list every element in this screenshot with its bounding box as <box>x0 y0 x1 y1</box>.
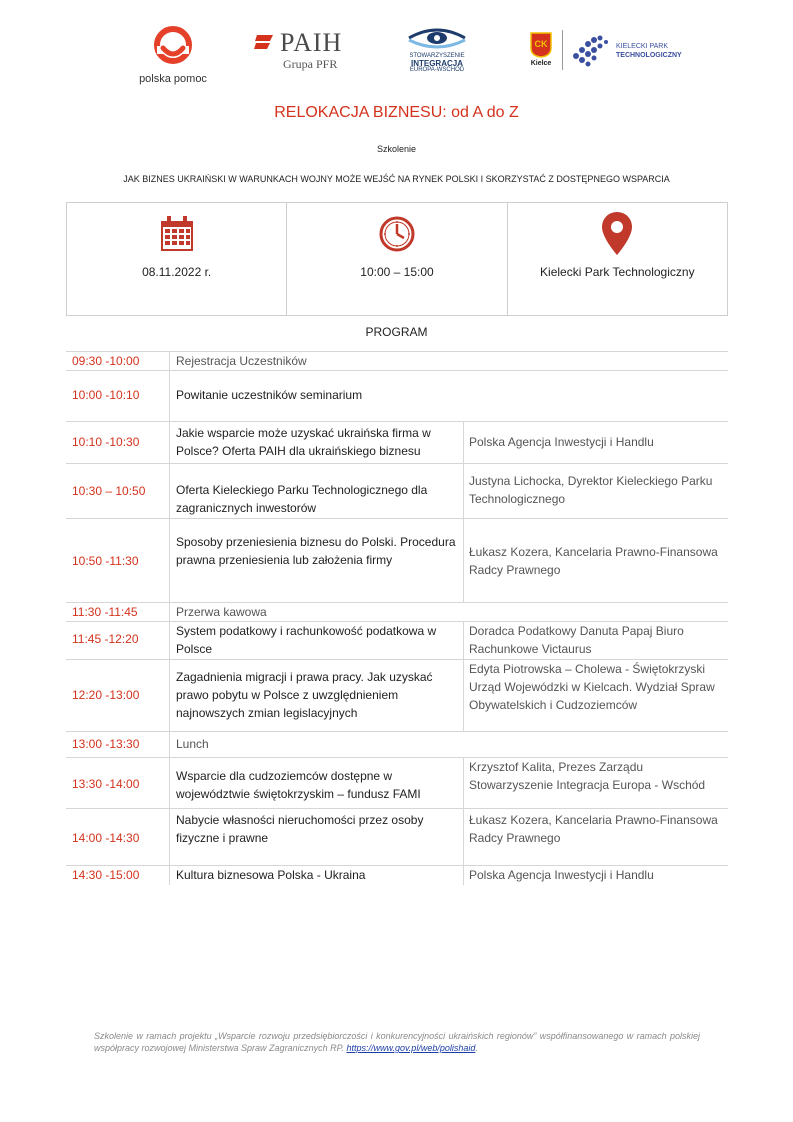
row-speaker: Polska Agencja Inwestycji i Handlu <box>469 868 654 882</box>
program-row <box>66 731 728 757</box>
row-time: 13:30 -14:00 <box>72 777 140 791</box>
paih-sub: Grupa PFR <box>283 57 338 71</box>
row-speaker: Łukasz Kozera, Kancelaria Prawno-Finansowa Radcy Prawnego <box>469 545 718 577</box>
column-divider <box>463 660 464 731</box>
column-divider <box>169 352 170 370</box>
logo-separator <box>562 30 563 70</box>
row-topic: Kultura biznesowa Polska - Ukraina <box>176 868 366 882</box>
row-speaker: Łukasz Kozera, Kancelaria Prawno-Finansowa Radcy Prawnego <box>469 813 718 845</box>
sie-icon <box>407 26 467 50</box>
location-pin-icon <box>601 211 633 257</box>
column-divider <box>169 464 170 518</box>
row-speaker: Edyta Piotrowska – Cholewa - Świętokrzyski Urząd Wojewódzki w Kielcach. Wydział Spraw Obywatelskich i Cudzoziemców <box>469 662 715 712</box>
row-time: 10:10 -10:30 <box>72 435 140 449</box>
event-date: 08.11.2022 r. <box>142 265 212 279</box>
clock-icon <box>378 215 416 253</box>
column-divider <box>169 622 170 659</box>
row-topic: System podatkowy i rachunkowość podatkowa w Polsce <box>176 624 437 656</box>
sie-line1: STOWARZYSZENIE <box>409 53 465 59</box>
column-divider <box>463 422 464 463</box>
footer-text: Szkolenie w ramach projektu „Wsparcie rozwoju przedsiębiorczości i konkurencyjności ukraińskich regionów” współfinansowanego w ramach polskiej współpracy rozwojowej Ministerstwa Spraw Zagranicznych RP. <box>94 1031 700 1053</box>
row-topic: Przerwa kawowa <box>176 605 267 619</box>
polska-pomoc-label: polska pomoc <box>139 73 207 85</box>
calendar-icon <box>159 215 195 253</box>
row-time: 10:00 -10:10 <box>72 388 140 402</box>
partner-logos <box>0 26 793 86</box>
event-place: Kielecki Park Technologiczny <box>540 265 695 279</box>
kpt-line1: KIELECKI PARK <box>616 43 669 50</box>
row-time: 14:30 -15:00 <box>72 868 140 882</box>
kielce-badge: CK <box>534 39 548 49</box>
kpt-logo <box>570 32 700 73</box>
program-row <box>66 351 728 370</box>
column-divider <box>463 464 464 518</box>
column-divider <box>463 866 464 885</box>
row-time: 09:30 -10:00 <box>72 354 140 368</box>
footer-link-suffix: . <box>475 1043 478 1053</box>
polishaid-link[interactable]: https://www.gov.pl/web/polishaid <box>346 1043 476 1053</box>
event-info-box <box>66 202 728 316</box>
column-divider <box>169 371 170 421</box>
kpt-dots-icon <box>570 32 612 68</box>
paih-icon <box>253 32 275 54</box>
row-topic: Rejestracja Uczestników <box>176 354 307 368</box>
row-speaker: Krzysztof Kalita, Prezes Zarządu Stowarzyszenie Integracja Europa - Wschód <box>469 760 706 792</box>
row-speaker: Polska Agencja Inwestycji i Handlu <box>469 435 654 449</box>
program-table <box>66 351 728 885</box>
program-row <box>66 808 728 865</box>
column-divider <box>463 758 464 808</box>
program-row <box>66 370 728 421</box>
time-cell <box>287 203 507 315</box>
row-topic: Wsparcie dla cudzoziemców dostępne w województwie świętokrzyskim – fundusz FAMI <box>176 769 421 801</box>
row-topic: Nabycie własności nieruchomości przez osoby fizyczne i prawne <box>176 813 424 845</box>
sie-logo <box>406 26 468 74</box>
program-row <box>66 659 728 731</box>
program-row <box>66 421 728 463</box>
row-topic: Sposoby przeniesienia biznesu do Polski. Procedura prawna przeniesienia lub założenia firmy <box>176 535 456 567</box>
event-time: 10:00 – 15:00 <box>360 265 434 279</box>
page-subtitle: Szkolenie <box>376 144 417 154</box>
column-divider <box>169 732 170 757</box>
row-topic: Lunch <box>176 737 209 751</box>
column-divider <box>463 519 464 602</box>
column-divider <box>169 603 170 621</box>
page-title: RELOKACJA BIZNESU: od A do Z <box>274 104 519 121</box>
program-title: PROGRAM <box>365 325 428 339</box>
page-headline: JAK BIZNES UKRAIŃSKI W WARUNKACH WOJNY MOŻE WEJŚĆ NA RYNEK POLSKI I SKORZYSTAĆ Z DOSTĘPNEGO WSPARCIA <box>123 174 670 184</box>
column-divider <box>169 519 170 602</box>
column-divider <box>463 809 464 865</box>
program-row <box>66 757 728 808</box>
sie-line2: INTEGRACJA <box>410 59 463 68</box>
place-cell <box>508 203 727 315</box>
program-row <box>66 602 728 621</box>
row-speaker: Justyna Lichocka, Dyrektor Kieleckiego Parku Technologicznego <box>469 474 713 506</box>
row-time: 12:20 -13:00 <box>72 688 140 702</box>
paih-name: PAIH <box>280 28 343 57</box>
kielce-logo <box>523 32 559 67</box>
column-divider <box>169 758 170 808</box>
row-time: 10:50 -11:30 <box>72 554 139 568</box>
row-speaker: Doradca Podatkowy Danuta Papaj Biuro Rachunkowe Victaurus <box>469 624 684 656</box>
date-cell <box>67 203 287 315</box>
program-row <box>66 621 728 659</box>
row-time: 11:30 -11:45 <box>72 605 138 619</box>
column-divider <box>169 809 170 865</box>
sie-line3: EUROPA-WSCHÓD <box>409 67 465 73</box>
program-row <box>66 463 728 518</box>
row-time: 13:00 -13:30 <box>72 737 140 751</box>
row-topic: Oferta Kieleckiego Parku Technologicznego dla zagranicznych inwestorów <box>176 483 428 515</box>
column-divider <box>169 422 170 463</box>
column-divider <box>463 622 464 659</box>
row-topic: Zagadnienia migracji i prawa pracy. Jak uzyskać prawo pobytu w Polsce z uwzględnieniem najnowszych zmian legislacyjnych <box>176 670 433 720</box>
kielce-crest-icon <box>530 32 552 58</box>
footer-note <box>94 1030 700 1054</box>
polska-pomoc-icon <box>148 26 198 66</box>
program-row <box>66 518 728 602</box>
row-topic: Powitanie uczestników seminarium <box>176 388 363 402</box>
row-time: 10:30 – 10:50 <box>72 484 146 498</box>
row-topic: Jakie wsparcie może uzyskać ukraińska firma w Polsce? Oferta PAIH dla ukraińskiego biznesu <box>176 426 431 458</box>
column-divider <box>169 866 170 885</box>
paih-logo <box>253 30 358 72</box>
kielce-label: Kielce <box>530 60 552 67</box>
row-time: 11:45 -12:20 <box>72 632 139 646</box>
row-time: 14:00 -14:30 <box>72 831 140 845</box>
polska-pomoc-logo <box>133 26 213 85</box>
kpt-line2: TECHNOLOGICZNY <box>616 52 682 59</box>
column-divider <box>169 660 170 731</box>
program-row <box>66 865 728 885</box>
